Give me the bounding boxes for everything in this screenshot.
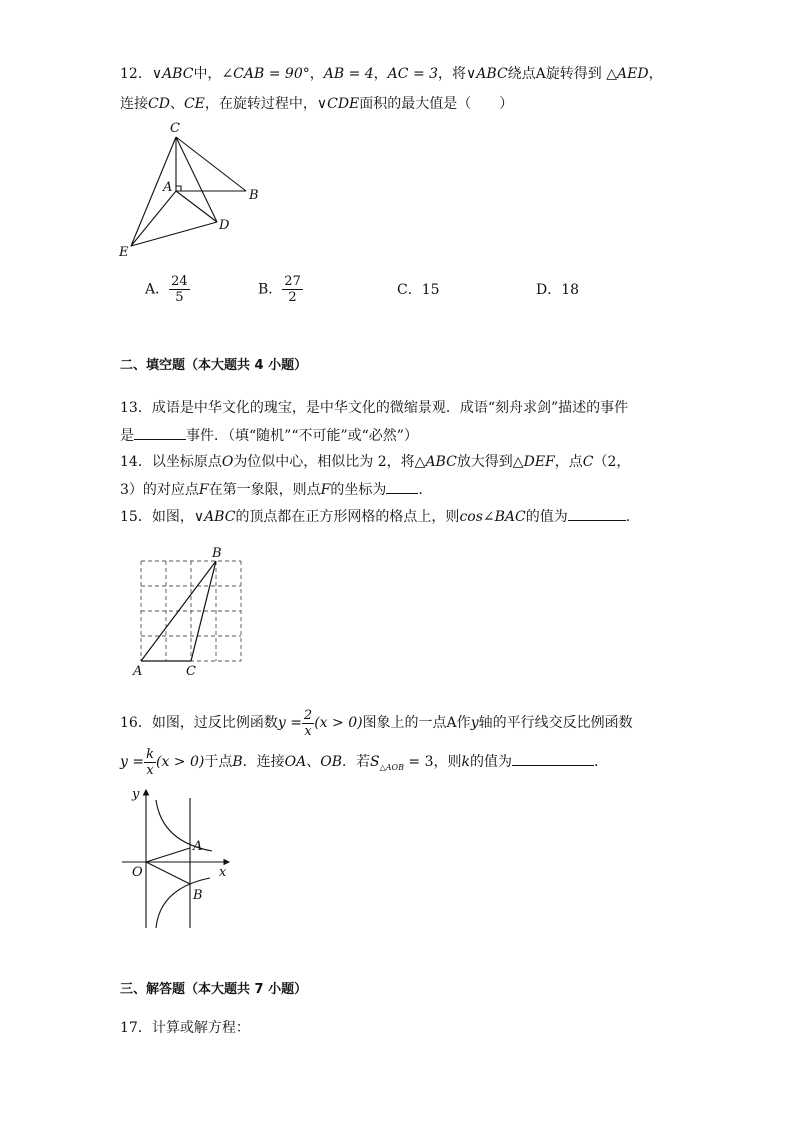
- q12-label-C: C: [170, 121, 180, 136]
- fraction: [282, 274, 303, 305]
- numerator: k: [146, 746, 154, 762]
- q12-text: 绕点A旋转得到 △: [507, 66, 617, 82]
- q14-math: ABC: [425, 454, 457, 470]
- q12-label-A: A: [163, 180, 173, 195]
- q12-right-angle-mark: [176, 186, 181, 191]
- q12-math: AED: [617, 66, 649, 82]
- q13-line1: 13．成语是中华文化的瑰宝，是中华文化的微缩景观．成语“刻舟求剑”描述的事件: [120, 400, 629, 416]
- q12-text: ，: [373, 66, 388, 82]
- q12-text: 12．∨: [120, 66, 163, 82]
- q15-text: 15．如图，∨: [120, 509, 205, 525]
- q12-segment-CB: [176, 137, 246, 191]
- q12-segment-AE: [131, 191, 176, 246]
- q12-text: ，: [648, 66, 663, 82]
- q12-option-B[interactable]: [258, 274, 303, 305]
- q12-math: ∠CAB = 90°: [221, 66, 310, 82]
- q12-text: ，将∨: [438, 66, 477, 82]
- section-header: 三、解答题（本大题共 7 小题）: [120, 982, 308, 997]
- q12-segment-AD: [176, 191, 217, 222]
- q14-text: （2，: [593, 454, 631, 470]
- q15-text: 的顶点都在正方形网格的格点上，则: [235, 509, 460, 525]
- q12-text: 连接: [120, 96, 148, 112]
- q14-text: 为位似中心，相似比为 2，将△: [233, 454, 426, 470]
- q14-math: F: [198, 482, 209, 498]
- q16-text: 的值为: [470, 754, 512, 770]
- q16-curve-negative: [156, 878, 210, 928]
- q16-label-B: B: [193, 888, 203, 903]
- q16-text: ，则: [433, 754, 462, 770]
- numerator: 27: [284, 274, 301, 289]
- q16-label-A: A: [193, 839, 203, 854]
- q12-math: ABC: [476, 66, 508, 82]
- q14-line1: [120, 452, 630, 472]
- q16-text: ．连接: [242, 754, 285, 770]
- q13-text: 是: [120, 428, 134, 444]
- q16-label-x: x: [219, 865, 227, 880]
- q16-text: 图象上的一点A作: [362, 715, 471, 731]
- q12-option-C[interactable]: C．15: [397, 282, 440, 298]
- q15-text: 的值为: [525, 509, 568, 525]
- q15-label-B: B: [212, 546, 222, 561]
- q15-grid-figure: [128, 542, 253, 678]
- q12-option-A[interactable]: [145, 274, 190, 305]
- q16-figure: [118, 783, 238, 933]
- q16-math: k: [461, 754, 470, 770]
- q12-math: CD: [148, 96, 170, 112]
- q14-text: 14．以坐标原点: [120, 454, 222, 470]
- q16-label-O: O: [132, 865, 143, 880]
- q14-text: 放大得到△: [456, 454, 524, 470]
- answer-blank[interactable]: [386, 479, 418, 494]
- q16-math: B: [232, 754, 243, 770]
- q16-text: .: [594, 754, 599, 770]
- q12-math: CE: [183, 96, 205, 112]
- q16-line1: [120, 705, 633, 741]
- q16-text: 于点: [204, 754, 233, 770]
- q16-text: ．若: [342, 754, 370, 770]
- q14-text: 3）的对应点: [120, 482, 199, 498]
- q14-math: F: [320, 482, 331, 498]
- q16-math: (x > 0): [155, 754, 205, 770]
- q16-text: 轴的平行线交反比例函数: [478, 715, 633, 731]
- denominator: x: [304, 723, 312, 739]
- q12-text: 中，: [193, 66, 222, 82]
- q16-math: (x > 0): [314, 715, 363, 731]
- q12-math: ABC: [162, 66, 194, 82]
- q12-label-D: D: [219, 218, 230, 233]
- fraction: [144, 747, 156, 778]
- q16-subscript: △AOB: [379, 762, 404, 772]
- q16-math: y =: [120, 754, 145, 770]
- q14-text: .: [418, 482, 423, 498]
- q12-math: AC = 3: [387, 66, 439, 82]
- q14-text: ，点: [554, 454, 583, 470]
- q12-figure: [112, 118, 272, 263]
- numerator: 24: [171, 274, 188, 289]
- answer-blank[interactable]: [512, 751, 594, 766]
- q15-label-A: A: [133, 664, 143, 678]
- q14-math: O: [221, 454, 234, 470]
- q12-text: ，在旋转过程中，∨: [204, 96, 328, 112]
- q15-grid: [141, 561, 241, 661]
- denominator: x: [146, 762, 154, 778]
- denominator: 2: [288, 290, 297, 305]
- option-letter: B．: [258, 281, 283, 298]
- q16-text: = 3: [403, 754, 434, 770]
- q16-line2: [120, 744, 598, 786]
- q12-line2: [120, 94, 513, 114]
- q14-math: C: [582, 454, 594, 470]
- denominator: 5: [175, 290, 184, 305]
- q16-math: y =: [277, 715, 302, 731]
- q14-line2: [120, 479, 423, 500]
- q16-curve-positive: [156, 800, 212, 851]
- section-header: 二、填空题（本大题共 4 小题）: [120, 358, 308, 373]
- q14-math: DEF: [523, 454, 555, 470]
- fraction: [302, 708, 314, 739]
- q16-text: 、: [306, 754, 321, 770]
- q12-math: AB = 4: [323, 66, 374, 82]
- q15-line1: [120, 506, 630, 527]
- q12-label-E: E: [119, 245, 129, 260]
- q12-segment-ED: [131, 222, 217, 246]
- q13-line2: [120, 425, 418, 446]
- q16-text: 16．如图，过反比例函数: [120, 715, 278, 731]
- option-letter: A．: [145, 281, 170, 298]
- numerator: 2: [303, 707, 313, 723]
- q16-math: OA: [284, 754, 307, 770]
- q12-text: ，: [309, 66, 324, 82]
- q12-label-B: B: [249, 188, 259, 203]
- q14-text: 的坐标为: [330, 482, 387, 498]
- q13-text: 事件．（填“随机”“不可能”或“必然”）: [186, 428, 418, 444]
- q17-line1: 17．计算或解方程：: [120, 1020, 250, 1036]
- q12-segment-CD: [176, 137, 217, 222]
- q16-math: OB: [320, 754, 342, 770]
- answer-blank[interactable]: [134, 425, 186, 440]
- q16-segment-OB: [146, 862, 190, 884]
- fraction: [169, 274, 190, 305]
- q16-math: S: [370, 754, 380, 770]
- q12-text: 、: [169, 96, 184, 112]
- q16-label-y: y: [132, 787, 140, 802]
- q15-label-C: C: [186, 664, 196, 678]
- q12-option-D[interactable]: D．18: [536, 282, 580, 298]
- q15-math: cos∠BAC: [459, 509, 526, 525]
- q16-segment-OA: [146, 848, 190, 862]
- q12-math: CDE: [327, 96, 360, 112]
- q12-line1: [120, 64, 663, 84]
- q14-text: 在第一象限，则点: [208, 482, 321, 498]
- q15-math: ABC: [204, 509, 236, 525]
- answer-blank[interactable]: [568, 506, 626, 521]
- q12-text: 面积的最大值是（ ）: [359, 96, 514, 112]
- q16-math: y: [470, 715, 479, 731]
- q15-text: .: [625, 509, 631, 525]
